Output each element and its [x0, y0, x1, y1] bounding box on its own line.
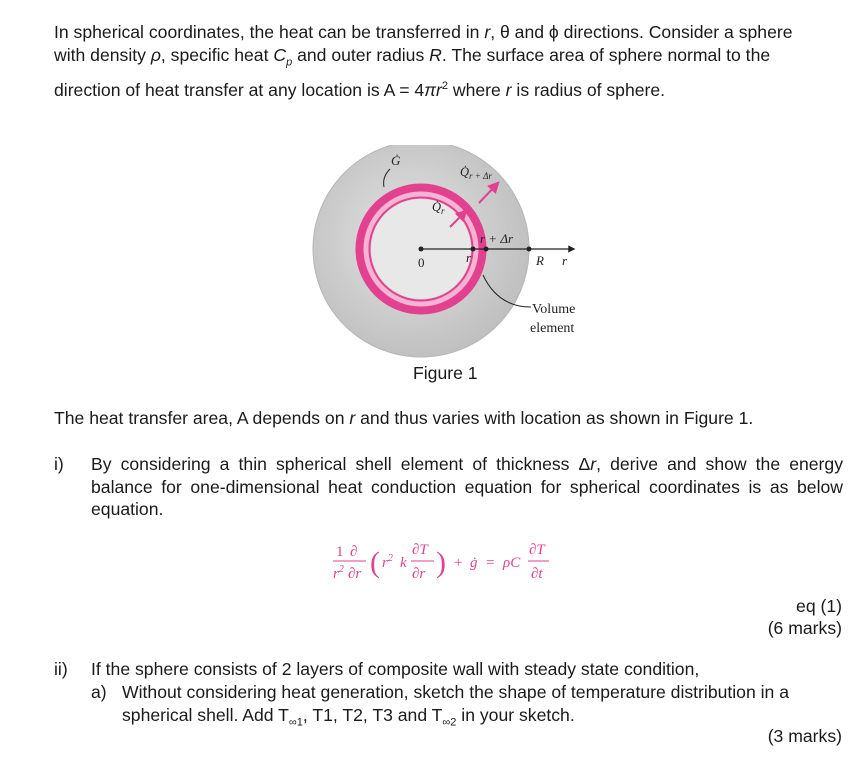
label-origin: 0	[418, 255, 425, 270]
eq-frac3-num: ∂T	[529, 542, 545, 558]
question-ii-a-text: Without considering heat generation, sketch the shape of temperature distribution in a spherical shell. Add $T_{\infty 1}$, T1, T2, T3 and $T_{\infty 2}$ in your sketch.	[122, 682, 790, 729]
eq-rhoC: ρC	[503, 555, 521, 571]
label-element: element	[530, 321, 575, 336]
intro-line-1: In spherical coordinates, the heat can be transferred in r, θ and ϕ directions. Consider a sphere	[54, 22, 793, 42]
intro-line-2: with density ρ, specific heat $C_p$ and outer radius R. The surface area of sphere normal to the	[54, 45, 771, 69]
question-ii-a-label: a)	[91, 682, 107, 702]
eq-frac1-den-r2: $r^2$	[333, 564, 344, 582]
question-i-number: i)	[54, 454, 64, 474]
sphere-figure	[300, 145, 600, 365]
eq-frac1-den-dr: ∂r	[348, 566, 362, 582]
eq-frac2-num: ∂T	[412, 542, 428, 558]
label-r: r	[466, 250, 472, 265]
heat-equation	[330, 537, 590, 587]
eq-r2-inner: $r^2$	[382, 553, 393, 571]
eq-k: k	[400, 555, 407, 571]
figure-caption: Figure 1	[413, 363, 478, 383]
marks-i: (6 marks)	[767, 618, 842, 638]
intro-paragraph	[54, 21, 846, 101]
label-G: Ġ	[391, 153, 401, 168]
eq-lparen: (	[370, 546, 380, 579]
question-ii-number: ii)	[54, 659, 68, 679]
question-i-text: By considering a thin spherical shell element of thickness Δr, derive and show the energy balance for one-dimensional heat conduction equation for spherical coordinates is as below equation.	[91, 454, 843, 519]
eq-gdot: ġ	[470, 555, 478, 571]
eq-frac1-num-partial: ∂	[350, 544, 358, 560]
label-r-axis: r	[562, 253, 568, 268]
label-Qr-dr: $Q̇_{r + \Delta r}$	[460, 165, 492, 181]
label-R: R	[536, 253, 544, 268]
eq-frac3-den: ∂t	[531, 566, 543, 582]
intro-line-3: direction of heat transfer at any location is $A = 4\pi r^2$ where r is radius of sphere.	[54, 79, 666, 100]
area-paragraph: The heat transfer area, A depends on r and thus varies with location as shown in Figure 1.	[54, 408, 754, 428]
question-ii-text: If the sphere consists of 2 layers of composite wall with steady state condition,	[91, 659, 700, 679]
R-dot	[527, 247, 532, 252]
r-dot	[471, 247, 476, 252]
eq-equals: =	[486, 555, 495, 571]
marks-ii: (3 marks)	[767, 726, 842, 746]
eq-rparen: )	[436, 546, 446, 579]
label-volume: Volume	[532, 302, 576, 317]
eq-plus: +	[454, 555, 463, 571]
origin-dot	[419, 247, 424, 252]
eq-frac2-den: ∂r	[412, 566, 426, 582]
label-Qr: $Q̇_r$	[432, 200, 445, 216]
eq-frac1-num-one: 1	[336, 544, 344, 560]
r-dr-dot	[484, 247, 489, 252]
equation-label: eq (1)	[796, 596, 842, 616]
label-r-plus-dr: r + Δr	[480, 231, 514, 246]
